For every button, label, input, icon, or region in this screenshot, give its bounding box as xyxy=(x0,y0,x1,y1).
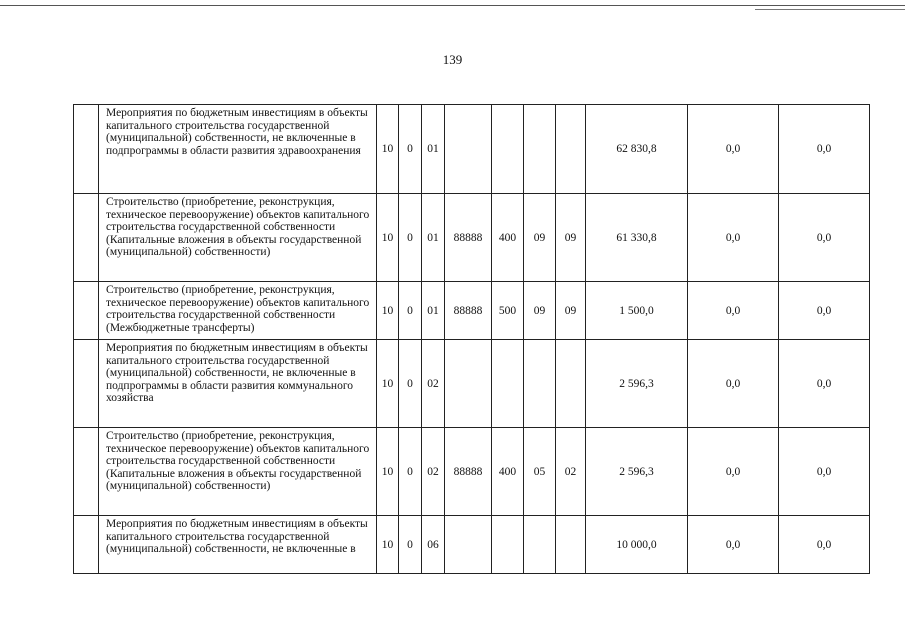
code-cell: 400 xyxy=(492,428,524,516)
blank-cell xyxy=(74,516,99,574)
blank-cell xyxy=(74,340,99,428)
amount-cell: 2 596,3 xyxy=(586,340,688,428)
code-cell xyxy=(556,105,586,194)
value-cell: 0,0 xyxy=(779,282,870,340)
amount-cell: 10 000,0 xyxy=(586,516,688,574)
code-cell: 88888 xyxy=(445,428,492,516)
table-row xyxy=(74,340,870,428)
code-cell: 0 xyxy=(399,105,422,194)
code-cell: 0 xyxy=(399,340,422,428)
value-cell: 0,0 xyxy=(779,194,870,282)
value-cell: 0,0 xyxy=(779,340,870,428)
expense-name: Мероприятия по бюджетным инвестициям в объекты капитального строительства государственной (муниципальной) собственности, не включенные в xyxy=(99,516,377,574)
code-cell: 500 xyxy=(492,282,524,340)
code-cell: 02 xyxy=(422,340,445,428)
expense-name: Строительство (приобретение, реконструкция, техническое перевооружение) объектов капитального строительства государственной собственности (Капитальные вложения в объекты государственной (муниципальной) собственности) xyxy=(99,428,377,516)
code-cell xyxy=(492,340,524,428)
code-cell: 02 xyxy=(556,428,586,516)
code-cell: 06 xyxy=(422,516,445,574)
code-cell: 88888 xyxy=(445,282,492,340)
expense-name: Строительство (приобретение, реконструкция, техническое перевооружение) объектов капитального строительства государственной собственности (Межбюджетные трансферты) xyxy=(99,282,377,340)
code-cell: 10 xyxy=(377,428,399,516)
value-cell: 0,0 xyxy=(688,194,779,282)
expense-name: Мероприятия по бюджетным инвестициям в объекты капитального строительства государственной (муниципальной) собственности, не включенные в подпрограммы в области развития здравоохранения xyxy=(99,105,377,194)
code-cell: 0 xyxy=(399,282,422,340)
expense-name: Мероприятия по бюджетным инвестициям в объекты капитального строительства государственной (муниципальной) собственности, не включенные в подпрограммы в области развития коммунального хозяйства xyxy=(99,340,377,428)
value-cell: 0,0 xyxy=(688,282,779,340)
value-cell: 0,0 xyxy=(779,428,870,516)
amount-cell: 1 500,0 xyxy=(586,282,688,340)
code-cell: 10 xyxy=(377,194,399,282)
expense-name: Строительство (приобретение, реконструкция, техническое перевооружение) объектов капитального строительства государственной собственности (Капитальные вложения в объекты государственной (муниципальной) собственности) xyxy=(99,194,377,282)
value-cell: 0,0 xyxy=(688,428,779,516)
blank-cell xyxy=(74,105,99,194)
table-row xyxy=(74,516,870,574)
table-row xyxy=(74,282,870,340)
amount-cell: 61 330,8 xyxy=(586,194,688,282)
code-cell: 400 xyxy=(492,194,524,282)
code-cell xyxy=(556,516,586,574)
code-cell xyxy=(524,516,556,574)
code-cell xyxy=(492,105,524,194)
code-cell xyxy=(445,516,492,574)
code-cell: 09 xyxy=(524,282,556,340)
top-scan-edge xyxy=(0,5,905,6)
code-cell: 10 xyxy=(377,282,399,340)
code-cell: 10 xyxy=(377,105,399,194)
value-cell: 0,0 xyxy=(779,105,870,194)
code-cell: 01 xyxy=(422,282,445,340)
code-cell xyxy=(524,340,556,428)
top-scan-edge-secondary xyxy=(755,9,905,10)
page-number: 139 xyxy=(442,52,463,67)
code-cell: 09 xyxy=(556,194,586,282)
value-cell: 0,0 xyxy=(688,105,779,194)
table-row xyxy=(74,428,870,516)
code-cell: 10 xyxy=(377,340,399,428)
code-cell: 0 xyxy=(399,516,422,574)
code-cell xyxy=(556,340,586,428)
code-cell: 01 xyxy=(422,105,445,194)
blank-cell xyxy=(74,428,99,516)
code-cell: 09 xyxy=(556,282,586,340)
value-cell: 0,0 xyxy=(688,516,779,574)
code-cell xyxy=(492,516,524,574)
code-cell: 88888 xyxy=(445,194,492,282)
code-cell: 0 xyxy=(399,428,422,516)
amount-cell: 62 830,8 xyxy=(586,105,688,194)
budget-table xyxy=(73,104,870,574)
blank-cell xyxy=(74,282,99,340)
value-cell: 0,0 xyxy=(779,516,870,574)
code-cell xyxy=(445,340,492,428)
code-cell: 01 xyxy=(422,194,445,282)
value-cell: 0,0 xyxy=(688,340,779,428)
code-cell: 05 xyxy=(524,428,556,516)
code-cell xyxy=(445,105,492,194)
code-cell: 10 xyxy=(377,516,399,574)
table-row xyxy=(74,194,870,282)
amount-cell: 2 596,3 xyxy=(586,428,688,516)
code-cell xyxy=(524,105,556,194)
table-row xyxy=(74,105,870,194)
blank-cell xyxy=(74,194,99,282)
code-cell: 0 xyxy=(399,194,422,282)
code-cell: 02 xyxy=(422,428,445,516)
code-cell: 09 xyxy=(524,194,556,282)
